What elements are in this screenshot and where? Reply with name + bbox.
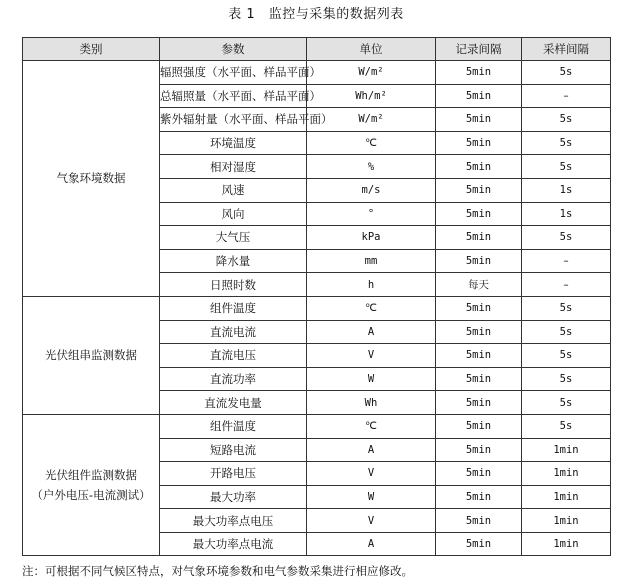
record-interval-cell: 5min: [436, 296, 522, 320]
sample-interval-cell: 1min: [522, 509, 611, 533]
unit-cell: ℃: [307, 296, 436, 320]
sample-interval-cell: 1min: [522, 438, 611, 462]
category-cell: [23, 296, 160, 414]
header-sample-interval: 采样间隔: [522, 38, 611, 61]
sample-interval-cell: 5s: [522, 320, 611, 344]
parameter-cell: 组件温度: [160, 296, 307, 320]
category-label-line: （户外电压-电流测试）: [31, 488, 151, 503]
header-unit: 单位: [307, 38, 436, 61]
unit-cell: Wh: [307, 391, 436, 415]
category-cell: [23, 61, 160, 297]
unit-cell: A: [307, 532, 436, 556]
sample-interval-cell: 5s: [522, 367, 611, 391]
record-interval-cell: 5min: [436, 414, 522, 438]
record-interval-cell: 5min: [436, 391, 522, 415]
unit-cell: W/m²: [307, 108, 436, 132]
sample-interval-cell: 5s: [522, 108, 611, 132]
unit-cell: W: [307, 485, 436, 509]
sample-interval-cell: 5s: [522, 155, 611, 179]
parameter-cell: 日照时数: [160, 273, 307, 297]
unit-cell: ℃: [307, 414, 436, 438]
category-label-line: 光伏组件监测数据: [45, 468, 137, 483]
record-interval-cell: 5min: [436, 485, 522, 509]
record-interval-cell: 5min: [436, 438, 522, 462]
parameter-cell: 大气压: [160, 226, 307, 250]
sample-interval-cell: 1min: [522, 462, 611, 486]
table-row: [23, 61, 611, 85]
sample-interval-cell: 5s: [522, 414, 611, 438]
record-interval-cell: 5min: [436, 108, 522, 132]
record-interval-cell: 5min: [436, 367, 522, 391]
header-category: 类别: [23, 38, 160, 61]
record-interval-cell: 5min: [436, 84, 522, 108]
unit-cell: V: [307, 344, 436, 368]
unit-cell: kPa: [307, 226, 436, 250]
sample-interval-cell: 5s: [522, 226, 611, 250]
parameter-cell: 开路电压: [160, 462, 307, 486]
sample-interval-cell: –: [522, 273, 611, 297]
sample-interval-cell: 5s: [522, 296, 611, 320]
unit-cell: V: [307, 509, 436, 533]
parameter-cell: 直流电压: [160, 344, 307, 368]
record-interval-cell: 5min: [436, 509, 522, 533]
sample-interval-cell: 5s: [522, 391, 611, 415]
unit-cell: Wh/m²: [307, 84, 436, 108]
data-list-table: [22, 37, 611, 556]
parameter-cell: 相对湿度: [160, 155, 307, 179]
unit-cell: W: [307, 367, 436, 391]
parameter-cell: 最大功率点电流: [160, 532, 307, 556]
record-interval-cell: 5min: [436, 178, 522, 202]
record-interval-cell: 5min: [436, 202, 522, 226]
record-interval-cell: 5min: [436, 226, 522, 250]
sample-interval-cell: –: [522, 84, 611, 108]
table-caption: 表 1 监控与采集的数据列表: [228, 7, 404, 22]
unit-cell: V: [307, 462, 436, 486]
parameter-cell: 最大功率: [160, 485, 307, 509]
unit-cell: ℃: [307, 131, 436, 155]
sample-interval-cell: 1s: [522, 178, 611, 202]
parameter-cell: 总辐照量（水平面、样品平面）: [160, 84, 307, 108]
unit-cell: h: [307, 273, 436, 297]
table-body: [23, 61, 611, 556]
parameter-cell: 直流功率: [160, 367, 307, 391]
sample-interval-cell: 5s: [522, 131, 611, 155]
table-header-row: [23, 38, 611, 61]
record-interval-cell: 每天: [436, 273, 522, 297]
sample-interval-cell: 1s: [522, 202, 611, 226]
sample-interval-cell: 1min: [522, 532, 611, 556]
parameter-cell: 环境温度: [160, 131, 307, 155]
parameter-cell: 直流电流: [160, 320, 307, 344]
parameter-cell: 风速: [160, 178, 307, 202]
table-row: [23, 414, 611, 438]
unit-cell: %: [307, 155, 436, 179]
parameter-cell: 降水量: [160, 249, 307, 273]
record-interval-cell: 5min: [436, 344, 522, 368]
unit-cell: A: [307, 320, 436, 344]
sample-interval-cell: –: [522, 249, 611, 273]
unit-cell: W/m²: [307, 61, 436, 85]
record-interval-cell: 5min: [436, 320, 522, 344]
parameter-cell: 组件温度: [160, 414, 307, 438]
footnote: 注：可根据不同气候区特点，对气象环境参数和电气参数采集进行相应修改。: [22, 564, 413, 578]
unit-cell: m/s: [307, 178, 436, 202]
parameter-cell: 直流发电量: [160, 391, 307, 415]
table-row: [23, 296, 611, 320]
unit-cell: °: [307, 202, 436, 226]
record-interval-cell: 5min: [436, 249, 522, 273]
category-label-line: 气象环境数据: [56, 171, 126, 186]
parameter-cell: 最大功率点电压: [160, 509, 307, 533]
category-label-line: 光伏组串监测数据: [45, 348, 137, 363]
sample-interval-cell: 5s: [522, 61, 611, 85]
category-cell: [23, 414, 160, 556]
sample-interval-cell: 1min: [522, 485, 611, 509]
record-interval-cell: 5min: [436, 532, 522, 556]
header-parameter: 参数: [160, 38, 307, 61]
unit-cell: A: [307, 438, 436, 462]
record-interval-cell: 5min: [436, 131, 522, 155]
header-record-interval: 记录间隔: [436, 38, 522, 61]
parameter-cell: 紫外辐射量（水平面、样品平面）: [160, 108, 307, 132]
parameter-cell: 风向: [160, 202, 307, 226]
sample-interval-cell: 5s: [522, 344, 611, 368]
record-interval-cell: 5min: [436, 462, 522, 486]
record-interval-cell: 5min: [436, 61, 522, 85]
parameter-cell: 辐照强度（水平面、样品平面）: [160, 61, 307, 85]
unit-cell: mm: [307, 249, 436, 273]
parameter-cell: 短路电流: [160, 438, 307, 462]
record-interval-cell: 5min: [436, 155, 522, 179]
